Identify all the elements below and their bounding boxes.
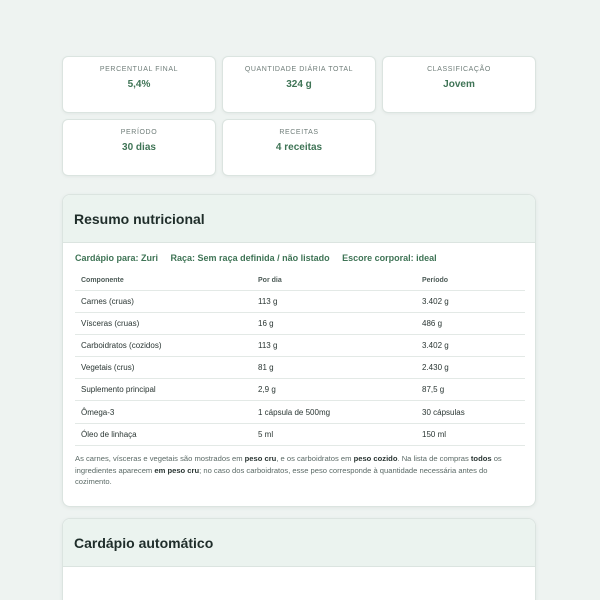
table-header-row [75,272,525,290]
note-emphasis: peso cru [244,453,277,463]
table-row [75,423,525,445]
nutrition-table [75,272,525,446]
table-cell: 150 ml [422,423,525,445]
table-row [75,357,525,379]
column-header: Por dia [258,272,422,290]
table-cell: Suplemento principal [75,379,258,401]
table-row [75,290,525,312]
column-header: Componente [75,272,258,290]
note-emphasis: em peso cru [154,465,200,475]
meta-pet-name: Cardápio para: Zuri [75,253,159,263]
table-cell: 81 g [258,357,422,379]
stats-grid [62,56,536,176]
stat-value: 4 receitas [275,142,323,153]
table-cell: 3.402 g [422,290,525,312]
table-cell: Carnes (cruas) [75,290,258,312]
table-row [75,379,525,401]
stat-label: QUANTIDADE DIÁRIA TOTAL [244,66,354,73]
stat-final-percentage [62,56,216,113]
table-cell: Carboidratos (cozidos) [75,334,258,356]
card-header [63,519,535,567]
note-emphasis: peso cozido [353,453,398,463]
table-row [75,334,525,356]
stat-period [62,119,216,176]
table-cell: Vegetais (crus) [75,357,258,379]
table-row [75,401,525,423]
stat-label: PERÍODO [120,129,158,136]
note-text: , e os carboidratos em [276,453,354,463]
stat-value: 324 g [286,79,312,90]
card-title: Cardápio automático [74,534,214,551]
stat-label: PERCENTUAL FINAL [99,66,179,73]
note-text: ; no caso dos carboidratos, esse peso corresponde à quantidade necessária antes do cozimento. [75,465,488,487]
stat-value: 5,4% [127,79,151,90]
card-title: Resumo nutricional [74,210,205,227]
stat-daily-total [222,56,376,113]
meta-breed: Raça: Sem raça definida / não listado [170,253,330,263]
table-row [75,312,525,334]
table-cell: 30 cápsulas [422,401,525,423]
auto-menu-card [62,518,536,600]
table-cell: 2.430 g [422,357,525,379]
summary-meta [63,243,535,263]
nutrition-summary-card [62,194,536,507]
table-cell: 3.402 g [422,334,525,356]
meta-body-score: Escore corporal: ideal [342,253,437,263]
note-text: As carnes, vísceras e vegetais são mostrados em [75,453,245,463]
stat-value: 30 dias [122,142,156,153]
note-emphasis: todos [470,453,492,463]
card-header [63,195,535,243]
table-cell: 113 g [258,290,422,312]
table-cell: 486 g [422,312,525,334]
table-cell: 87,5 g [422,379,525,401]
table-cell: Vísceras (cruas) [75,312,258,334]
table-cell: 2,9 g [258,379,422,401]
note-text: os ingredientes aparecem [75,453,502,475]
stat-classification [382,56,536,113]
stat-label: CLASSIFICAÇÃO [427,66,491,73]
stat-value: Jovem [443,79,475,90]
weight-note [63,446,535,488]
table-cell: 113 g [258,334,422,356]
stat-label: RECEITAS [279,129,319,136]
note-text: . Na lista de compras [397,453,471,463]
table-cell: 5 ml [258,423,422,445]
column-header: Período [422,272,525,290]
table-cell: 1 cápsula de 500mg [258,401,422,423]
table-cell: Óleo de linhaça [75,423,258,445]
stat-recipes [222,119,376,176]
table-cell: Ômega-3 [75,401,258,423]
table-cell: 16 g [258,312,422,334]
